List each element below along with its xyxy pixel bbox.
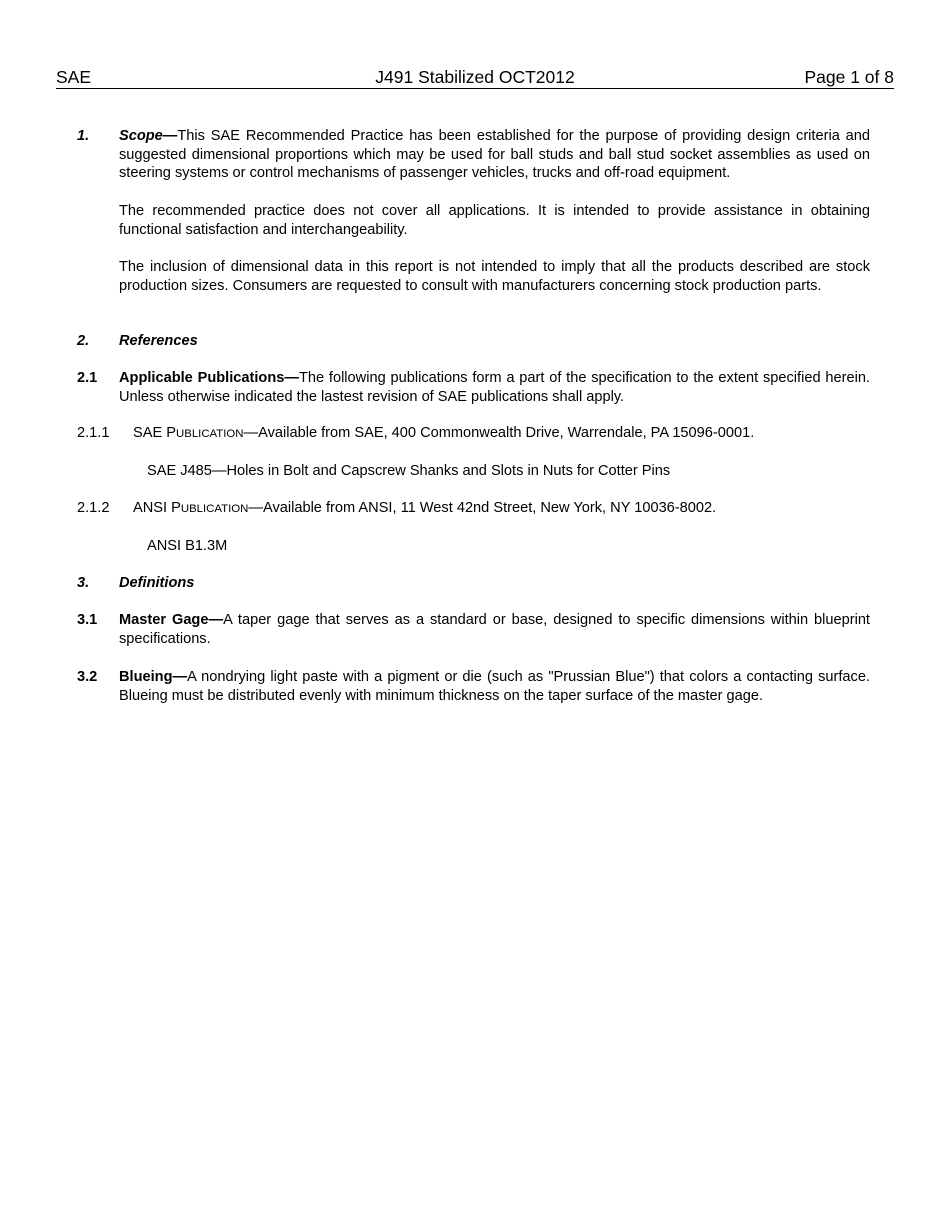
definition-text: A nondrying light paste with a pigment or die (such as "Prussian Blue") that colors a contacting surface. Blueing must be distributed evenly with minimum thickness on the taper surface of the master gage. [119,669,870,704]
term: Master Gage— [119,612,224,628]
paragraph-text: The following publications form a part of the specification to the extent specified herein. Unless otherwise indicated the lastest revision of SAE publications shall apply. [119,370,870,405]
paragraph [119,611,870,648]
paragraph-text: The recommended practice does not cover all applications. It is intended to provide assistance in obtaining functional satisfaction and interchangeability. [119,203,870,238]
paragraph-text: The inclusion of dimensional data in this report is not intended to imply that all the products described are stock production sizes. Consumers are requested to consult with manufacturers concerning stock production parts. [119,259,870,294]
title-dash: — [162,128,178,144]
paragraph [133,499,870,519]
paragraph [119,369,870,406]
scope-paragraph-1 [119,127,870,183]
section-number: 2. [77,333,90,349]
header-document-id: J491 Stabilized OCT2012 [375,67,575,87]
section-title: References [119,333,198,349]
section-number: 2.1 [77,370,98,386]
page-header [56,66,894,89]
section-number: 1. [77,128,90,144]
section-title: Definitions [119,575,195,591]
paragraph-text: This SAE Recommended Practice has been established for the purpose of providing design criteria and suggested dimensional proportions which may be used for ball studs and ball stud socket assemblies as used on steering systems or control mechanisms of passenger vehicles, trucks and off-road equipment. [119,128,870,182]
term: Blueing— [119,669,188,685]
reference-text: SAE J485—Holes in Bolt and Capscrew Shanks and Slots in Nuts for Cotter Pins [147,463,671,479]
section-number: 2.1.2 [77,500,110,516]
section-number: 3. [77,575,90,591]
definition-text: A taper gage that serves as a standard or base, designed to specific dimensions within blueprint specifications. [119,612,870,647]
reference-text: ANSI B1.3M [147,538,228,554]
header-org: SAE [56,67,92,87]
publisher-name: SAE P [133,425,176,441]
publication-label: UBLICATION [176,428,244,440]
section-number: 3.2 [77,669,98,685]
section-number: 2.1.1 [77,425,110,441]
paragraph [119,668,870,705]
paragraph-text: —Available from SAE, 400 Commonwealth Drive, Warrendale, PA 15096-0001. [243,425,755,441]
section-title: Scope [119,128,163,144]
publisher-name: ANSI P [133,500,181,516]
header-page-number: Page 1 of 8 [804,67,894,87]
publication-label: UBLICATION [180,503,249,515]
section-number: 3.1 [77,612,98,628]
section-title: Applicable Publications— [119,370,299,386]
paragraph [133,424,870,444]
paragraph-text: —Available from ANSI, 11 West 42nd Street, New York, NY 10036-8002. [248,500,717,516]
